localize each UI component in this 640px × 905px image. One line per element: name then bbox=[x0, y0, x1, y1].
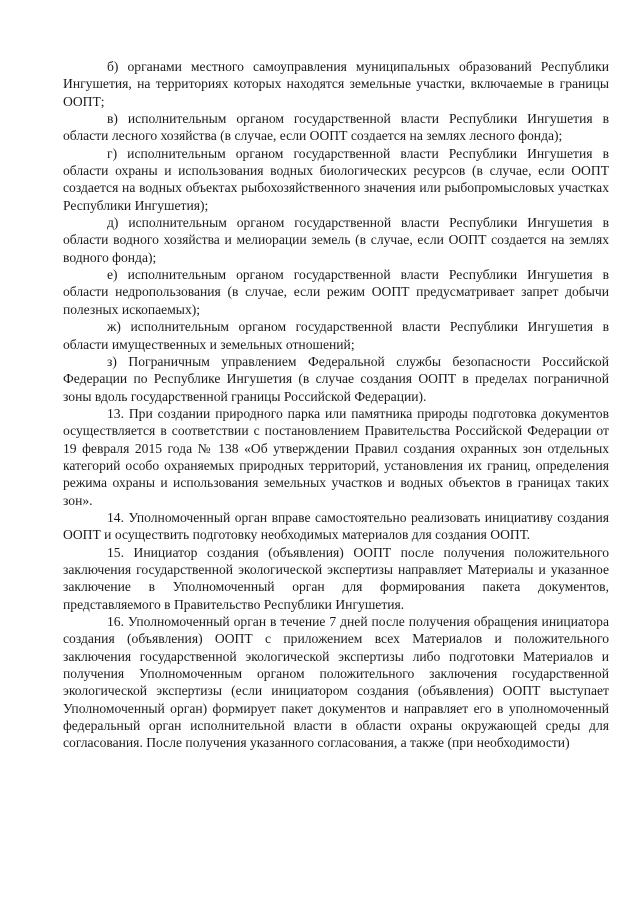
paragraph-e-subsoil-use: е) исполнительным органом государственной власти Республики Ингушетия в области недропользования (в случае, если режим ООПТ предусматривает запрет добычи полезных ископаемых); bbox=[63, 267, 609, 317]
paragraph-g-water-biological-resources: г) исполнительным органом государственной власти Республики Ингушетия в области охраны и использования водных биологических ресурсов (в случае, если ООПТ создается на водных объектах рыбохозяйственного значения или рыбопромысловых участках Республики Ингушетия); bbox=[63, 145, 609, 213]
paragraph-15-initiator: 15. Инициатор создания (объявления) ООПТ после получения положительного заключения государственной экологической экспертизы направляет Материалы и указанное заключение в Уполномоченный орган для формирования пакета документов, представляемого в Правительство Республики Ингушетия. bbox=[63, 544, 609, 612]
paragraph-16-document-package: 16. Уполномоченный орган в течение 7 дней после получения обращения инициатора создания (объявления) ООПТ с приложением всех Материалов и положительного заключения государственной экологической экспертизы либо подготовки Материалов и получения Уполномоченным органом положительного заключения государственной экологической экспертизы (если инициатором создания (объявления) ООПТ выступает Уполномоченный орган) формирует пакет документов и направляет его в уполномоченный федеральный орган исполнительной власти в области охраны окружающей среды для согласования. После получения указанного согласования, а также (при необходимости) bbox=[63, 614, 609, 751]
paragraph-v-forestry: в) исполнительным органом государственной власти Республики Ингушетия в области лесного хозяйства (в случае, если ООПТ создается на землях лесного фонда); bbox=[63, 111, 609, 144]
paragraph-b-municipal-authorities: б) органами местного самоуправления муниципальных образований Республики Ингушетия, на территориях которых находятся земельные участки, включаемые в границы ООПТ; bbox=[63, 59, 609, 109]
paragraph-zh-property-relations: ж) исполнительным органом государственной власти Республики Ингушетия в области имущественных и земельных отношений; bbox=[63, 319, 609, 352]
paragraph-13-natural-park: 13. При создании природного парка или памятника природы подготовка документов осуществляется в соответствии с постановлением Правительства Российской Федерации от 19 февраля 2015 года № 138 «Об утверждении Правил создания охранных зон отдельных категорий особо охраняемых природных территорий, установления их границ, определения режима охраны и использования земельных участков и водных объектов в границах таких зон». bbox=[63, 405, 609, 508]
paragraph-z-border-service: з) Пограничным управлением Федеральной службы безопасности Российской Федерации по Республике Ингушетия (в случае создания ООПТ в пределах пограничной зоны вдоль государственной границы Российской Федерации). bbox=[63, 353, 609, 404]
paragraph-d-water-management: д) исполнительным органом государственной власти Республики Ингушетия в области водного хозяйства и мелиорации земель (в случае, если ООПТ создается на землях водного фонда); bbox=[63, 215, 609, 265]
document-body bbox=[63, 58, 609, 752]
paragraph-14-authorized-body: 14. Уполномоченный орган вправе самостоятельно реализовать инициативу создания ООПТ и осуществить подготовку необходимых материалов для создания ООПТ. bbox=[63, 509, 609, 543]
